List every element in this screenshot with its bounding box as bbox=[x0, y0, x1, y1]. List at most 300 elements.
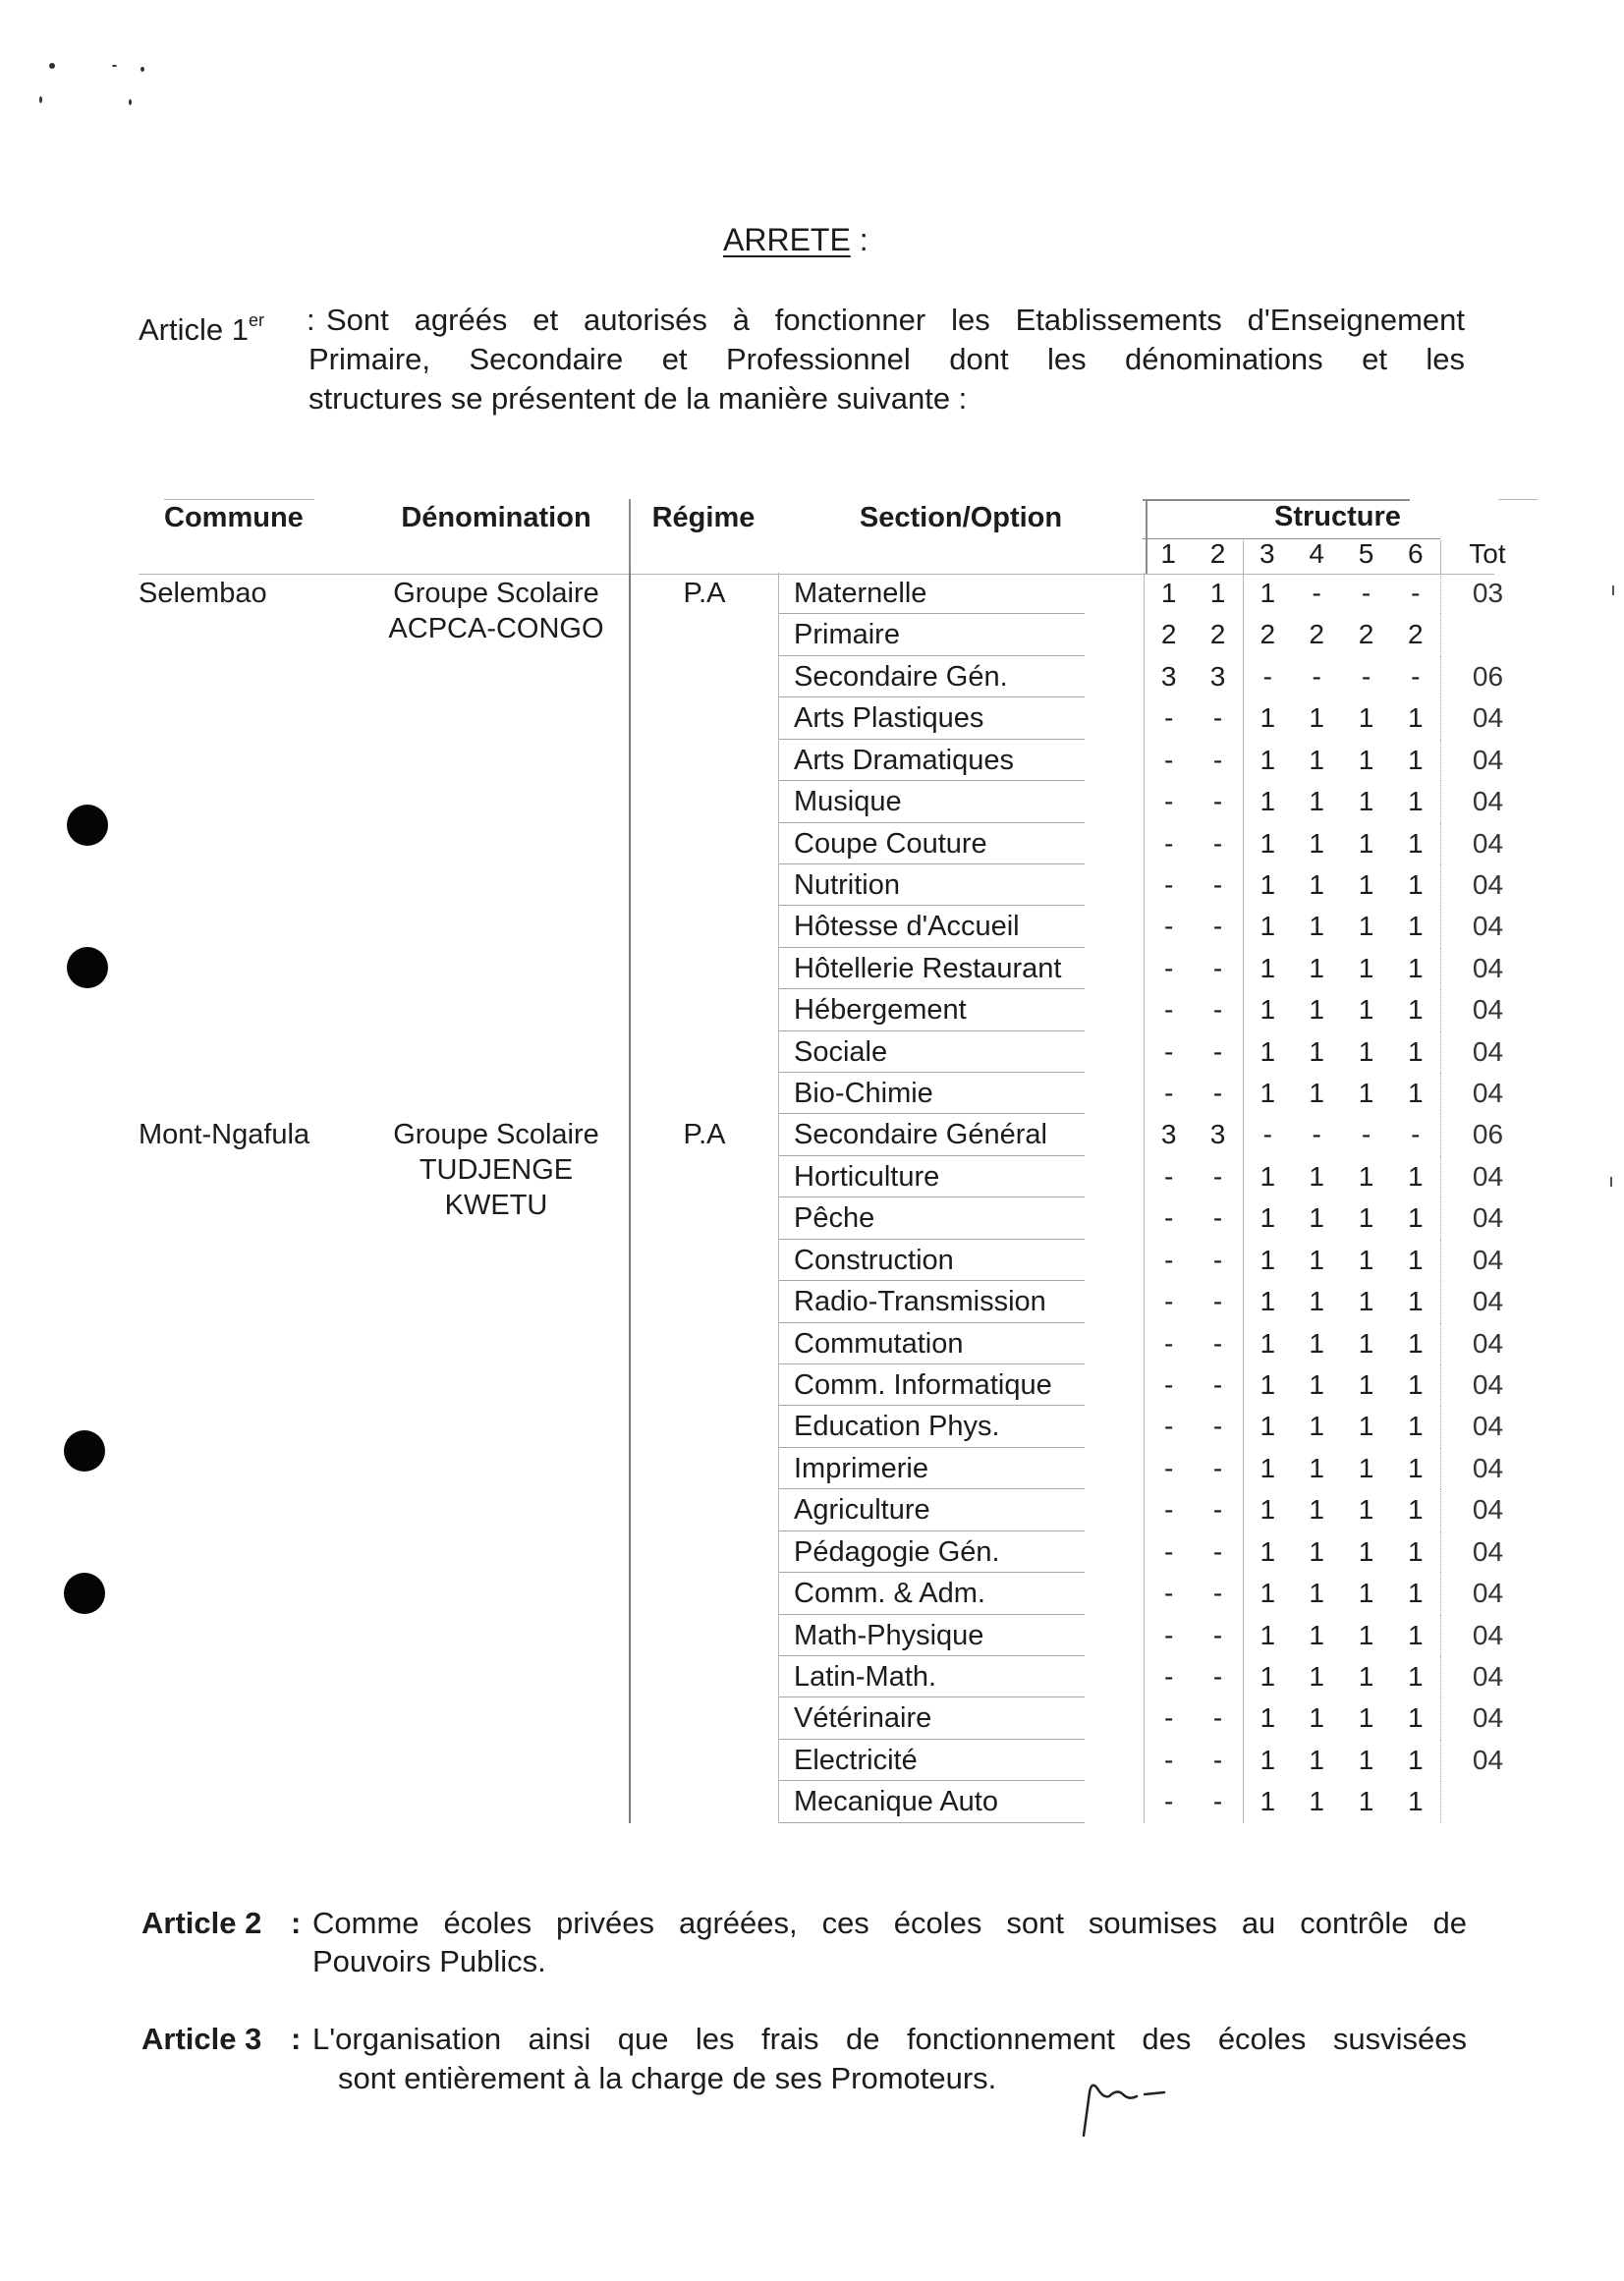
structure-year-2: - bbox=[1212, 786, 1223, 817]
structure-year-4: 1 bbox=[1309, 952, 1324, 983]
article3-line: sont entièrement à la charge de ses Promoteurs. bbox=[338, 2061, 997, 2095]
section-option: Pédagogie Gén. bbox=[778, 1531, 1144, 1573]
structure-year-1: - bbox=[1144, 1448, 1193, 1489]
structure-year-5: 1 bbox=[1358, 1494, 1374, 1526]
structure-year-4: 1 bbox=[1309, 868, 1324, 900]
table-row bbox=[778, 864, 1535, 906]
structure-year-1: - bbox=[1144, 1073, 1193, 1114]
structure-year-6: 1 bbox=[1408, 1494, 1424, 1526]
structure-year-6: 1 bbox=[1408, 1160, 1424, 1192]
structure-year-6: 1 bbox=[1408, 868, 1424, 900]
structure-total: 04 bbox=[1440, 823, 1535, 864]
structure-year-3: 1 bbox=[1243, 1448, 1292, 1489]
denomination-line: ACPCA-CONGO bbox=[388, 613, 604, 644]
structure-year-2: - bbox=[1212, 1702, 1223, 1734]
section-option: Latin-Math. bbox=[778, 1656, 1144, 1697]
table-row bbox=[778, 1281, 1535, 1322]
structure-year-5: - bbox=[1361, 660, 1372, 692]
table-row bbox=[778, 740, 1535, 781]
structure-year-6: 1 bbox=[1408, 1327, 1424, 1359]
scan-speck bbox=[129, 99, 132, 105]
section-option: Nutrition bbox=[778, 864, 1144, 906]
structure-year-3: 1 bbox=[1243, 1406, 1292, 1447]
structure-year-6: - bbox=[1411, 660, 1421, 692]
structure-year-6: 1 bbox=[1408, 1078, 1424, 1109]
structure-year-5: 1 bbox=[1358, 1286, 1374, 1317]
section-option: Hébergement bbox=[778, 989, 1144, 1030]
section-option: Comm. Informatique bbox=[778, 1364, 1144, 1406]
table-row bbox=[778, 1031, 1535, 1073]
structure-year-3: 1 bbox=[1243, 1364, 1292, 1406]
structure-year-6: 1 bbox=[1408, 827, 1424, 859]
structure-total: 04 bbox=[1440, 1448, 1535, 1489]
header-commune: Commune bbox=[164, 502, 304, 533]
structure-year-3: 1 bbox=[1243, 864, 1292, 906]
schools-table bbox=[139, 573, 1535, 1823]
structure-year-2: - bbox=[1212, 868, 1223, 900]
structure-year-5: 1 bbox=[1358, 1327, 1374, 1359]
structure-total: 04 bbox=[1440, 1573, 1535, 1614]
structure-year-1: - bbox=[1144, 1781, 1193, 1822]
structure-year-6: 1 bbox=[1408, 1786, 1424, 1817]
structure-year-3: 1 bbox=[1243, 1489, 1292, 1530]
table-row bbox=[778, 1697, 1535, 1739]
section-option: Bio-Chimie bbox=[778, 1073, 1144, 1114]
header-section-option: Section/Option bbox=[859, 502, 1063, 533]
structure-total: 04 bbox=[1440, 1281, 1535, 1322]
article3-label: Article 3 bbox=[141, 2022, 262, 2056]
structure-year-4: 1 bbox=[1309, 1411, 1324, 1442]
structure-year-4: - bbox=[1312, 578, 1321, 608]
table-row bbox=[778, 1489, 1535, 1530]
table-row bbox=[778, 1323, 1535, 1364]
structure-year-2: - bbox=[1212, 1494, 1223, 1526]
structure-year-1: - bbox=[1144, 1323, 1193, 1364]
structure-year-4: 1 bbox=[1309, 1660, 1324, 1692]
section-option: Secondaire Gén. bbox=[778, 656, 1144, 697]
structure-year-5: 1 bbox=[1358, 744, 1374, 775]
scan-mark bbox=[1610, 1177, 1612, 1187]
structure-year-1: - bbox=[1144, 1615, 1193, 1656]
structure-year-5: 1 bbox=[1358, 1535, 1374, 1567]
structure-year-5: 1 bbox=[1358, 1744, 1374, 1775]
structure-year-5: 1 bbox=[1358, 827, 1374, 859]
structure-total: 04 bbox=[1440, 781, 1535, 822]
structure-year-4: 1 bbox=[1309, 786, 1324, 817]
article1-line: Primaire, Secondaire et Professionnel dont les dénominations et les bbox=[308, 342, 1465, 376]
structure-year-5: 1 bbox=[1358, 1160, 1374, 1192]
structure-year-2: - bbox=[1212, 1660, 1223, 1692]
structure-total: 04 bbox=[1440, 1740, 1535, 1781]
structure-year-2: - bbox=[1212, 744, 1223, 775]
structure-total: 04 bbox=[1440, 1031, 1535, 1073]
denomination-cell bbox=[364, 1114, 629, 1822]
regime-value: P.A bbox=[683, 1119, 726, 1151]
structure-year-1: - bbox=[1144, 1281, 1193, 1322]
scan-mark bbox=[1612, 585, 1614, 595]
table-row bbox=[778, 948, 1535, 989]
structure-year-5: - bbox=[1361, 1119, 1372, 1150]
structure-year-3: 1 bbox=[1243, 1073, 1292, 1114]
structure-year-6: - bbox=[1411, 1119, 1421, 1150]
structure-year-4: 1 bbox=[1309, 1202, 1324, 1234]
structure-year-2: - bbox=[1212, 1369, 1223, 1401]
section-option: Education Phys. bbox=[778, 1406, 1144, 1447]
structure-year-1: - bbox=[1144, 1364, 1193, 1406]
article3-colon: : bbox=[291, 2022, 302, 2056]
table-row bbox=[778, 1781, 1535, 1822]
structure-year-2: - bbox=[1212, 1202, 1223, 1234]
header-year-4: 4 bbox=[1309, 538, 1324, 569]
structure-year-6: 1 bbox=[1408, 1660, 1424, 1692]
table-row bbox=[778, 573, 1535, 614]
structure-year-2: - bbox=[1212, 702, 1223, 734]
denomination-cell bbox=[364, 573, 629, 1114]
structure-total: 04 bbox=[1440, 1656, 1535, 1697]
section-option: Electricité bbox=[778, 1740, 1144, 1781]
article1-line: structures se présentent de la manière suivante : bbox=[308, 381, 968, 416]
structure-year-1: - bbox=[1144, 906, 1193, 947]
structure-year-5: 1 bbox=[1358, 952, 1374, 983]
structure-year-4: 1 bbox=[1309, 1702, 1324, 1734]
structure-year-2: - bbox=[1212, 1411, 1223, 1442]
structure-year-5: - bbox=[1361, 578, 1372, 608]
structure-year-4: 1 bbox=[1309, 1286, 1324, 1317]
structure-year-4: 1 bbox=[1309, 1452, 1324, 1483]
table-row bbox=[778, 1197, 1535, 1239]
structure-year-6: 2 bbox=[1408, 619, 1424, 650]
structure-year-4: 1 bbox=[1309, 744, 1324, 775]
header-year-1: 1 bbox=[1160, 538, 1176, 569]
header-year-6: 6 bbox=[1408, 538, 1424, 569]
regime-value: P.A bbox=[683, 578, 726, 609]
structure-year-2: 3 bbox=[1209, 1119, 1226, 1150]
structure-year-3: 1 bbox=[1243, 1156, 1292, 1197]
table-row bbox=[778, 614, 1535, 655]
structure-year-6: 1 bbox=[1408, 1244, 1424, 1275]
article2-line: Comme écoles privées agréées, ces écoles sont soumises au contrôle de bbox=[312, 1906, 1467, 1940]
structure-total: 04 bbox=[1440, 989, 1535, 1030]
section-option: Vétérinaire bbox=[778, 1697, 1144, 1739]
structure-year-1: 1 bbox=[1144, 573, 1193, 614]
regime-cell bbox=[629, 1114, 778, 1822]
structure-total: 06 bbox=[1440, 656, 1535, 697]
structure-year-1: 2 bbox=[1144, 614, 1193, 655]
denomination-line: KWETU bbox=[444, 1190, 548, 1222]
structure-year-2: - bbox=[1212, 1578, 1223, 1609]
structure-year-4: 1 bbox=[1309, 1160, 1324, 1192]
structure-total: 04 bbox=[1440, 1073, 1535, 1114]
table-row bbox=[778, 697, 1535, 739]
regime-cell bbox=[629, 573, 778, 1114]
structure-total: 03 bbox=[1440, 573, 1535, 614]
structure-year-4: 1 bbox=[1309, 911, 1324, 942]
structure-year-5: 1 bbox=[1358, 786, 1374, 817]
structure-year-5: 1 bbox=[1358, 1244, 1374, 1275]
header-year-2: 2 bbox=[1209, 538, 1226, 569]
structure-year-5: 1 bbox=[1358, 1078, 1374, 1109]
structure-year-1: - bbox=[1144, 864, 1193, 906]
structure-year-1: - bbox=[1144, 989, 1193, 1030]
section-option: Horticulture bbox=[778, 1156, 1144, 1197]
structure-year-1: - bbox=[1144, 1697, 1193, 1739]
article1-colon: : bbox=[307, 303, 315, 337]
structure-year-2: - bbox=[1212, 1744, 1223, 1775]
structure-year-3: 2 bbox=[1243, 614, 1292, 655]
structure-year-3: - bbox=[1243, 656, 1292, 697]
structure-total: 04 bbox=[1440, 1697, 1535, 1739]
structure-year-1: - bbox=[1144, 781, 1193, 822]
structure-year-3: 1 bbox=[1243, 1031, 1292, 1073]
structure-year-1: - bbox=[1144, 1656, 1193, 1697]
structure-year-3: 1 bbox=[1243, 1281, 1292, 1322]
structure-total: 04 bbox=[1440, 1323, 1535, 1364]
table-row bbox=[778, 989, 1535, 1030]
table-row bbox=[778, 1240, 1535, 1281]
structure-total: 04 bbox=[1440, 1531, 1535, 1573]
structure-year-3: 1 bbox=[1243, 1656, 1292, 1697]
structure-year-2: - bbox=[1212, 1035, 1223, 1067]
structure-year-2: 2 bbox=[1209, 619, 1226, 650]
structure-year-5: 1 bbox=[1358, 1619, 1374, 1650]
structure-year-5: 1 bbox=[1358, 702, 1374, 734]
structure-total: 04 bbox=[1440, 1197, 1535, 1239]
structure-year-4: 1 bbox=[1309, 827, 1324, 859]
section-rows bbox=[778, 573, 1535, 1114]
structure-year-3: 1 bbox=[1243, 697, 1292, 739]
section-option: Coupe Couture bbox=[778, 823, 1144, 864]
table-row bbox=[778, 1531, 1535, 1573]
structure-year-5: 1 bbox=[1358, 1660, 1374, 1692]
section-option: Musique bbox=[778, 781, 1144, 822]
structure-total: 04 bbox=[1440, 1615, 1535, 1656]
scan-speck bbox=[49, 63, 55, 69]
scan-speck bbox=[140, 67, 144, 72]
structure-year-6: 1 bbox=[1408, 952, 1424, 983]
structure-year-1: - bbox=[1144, 1406, 1193, 1447]
structure-total: 04 bbox=[1440, 697, 1535, 739]
structure-year-1: - bbox=[1144, 1573, 1193, 1614]
structure-total: 04 bbox=[1440, 740, 1535, 781]
denomination-line: TUDJENGE bbox=[419, 1154, 574, 1187]
section-option: Hôtesse d'Accueil bbox=[778, 906, 1144, 947]
section-option: Comm. & Adm. bbox=[778, 1573, 1144, 1614]
structure-total: 04 bbox=[1440, 1364, 1535, 1406]
structure-year-6: 1 bbox=[1408, 1202, 1424, 1234]
structure-year-5: 1 bbox=[1358, 1786, 1374, 1817]
section-option: Imprimerie bbox=[778, 1448, 1144, 1489]
structure-year-4: 1 bbox=[1309, 1244, 1324, 1275]
table-row bbox=[778, 1573, 1535, 1614]
section-option: Arts Plastiques bbox=[778, 697, 1144, 739]
structure-year-5: 1 bbox=[1358, 911, 1374, 942]
structure-year-2: - bbox=[1212, 1160, 1223, 1192]
title-text: ARRETE bbox=[723, 222, 851, 257]
table-row bbox=[778, 1406, 1535, 1447]
structure-year-3: 1 bbox=[1243, 781, 1292, 822]
commune-name: Mont-Ngafula bbox=[139, 1119, 310, 1151]
structure-year-6: 1 bbox=[1408, 786, 1424, 817]
structure-year-3: 1 bbox=[1243, 740, 1292, 781]
structure-year-4: 1 bbox=[1309, 1369, 1324, 1401]
table-row bbox=[778, 823, 1535, 864]
structure-year-2: - bbox=[1212, 1286, 1223, 1317]
structure-year-2: 3 bbox=[1209, 660, 1226, 692]
structure-year-2: 1 bbox=[1209, 578, 1226, 608]
structure-year-6: 1 bbox=[1408, 1744, 1424, 1775]
scan-speck bbox=[39, 96, 42, 103]
section-option: Radio-Transmission bbox=[778, 1281, 1144, 1322]
article1-line: Sont agréés et autorisés à fonctionner les Etablissements d'Enseignement bbox=[326, 303, 1465, 337]
structure-year-6: 1 bbox=[1408, 702, 1424, 734]
section-option: Arts Dramatiques bbox=[778, 740, 1144, 781]
commune-cell bbox=[139, 1114, 364, 1822]
structure-year-3: 1 bbox=[1243, 823, 1292, 864]
section-option: Secondaire Général bbox=[778, 1114, 1144, 1155]
article2-line: Pouvoirs Publics. bbox=[312, 1944, 546, 1978]
punch-hole bbox=[64, 1573, 105, 1614]
structure-year-3: 1 bbox=[1243, 1615, 1292, 1656]
table-row bbox=[778, 1073, 1535, 1114]
structure-year-1: - bbox=[1144, 697, 1193, 739]
structure-total: 04 bbox=[1440, 948, 1535, 989]
section-option: Hôtellerie Restaurant bbox=[778, 948, 1144, 989]
structure-year-1: - bbox=[1144, 1156, 1193, 1197]
structure-year-6: 1 bbox=[1408, 744, 1424, 775]
structure-year-1: - bbox=[1144, 1240, 1193, 1281]
commune-cell bbox=[139, 573, 364, 1114]
structure-year-5: 2 bbox=[1358, 619, 1374, 650]
structure-total: 04 bbox=[1440, 864, 1535, 906]
structure-year-4: - bbox=[1312, 1119, 1321, 1150]
structure-year-1: - bbox=[1144, 823, 1193, 864]
structure-year-5: 1 bbox=[1358, 1702, 1374, 1734]
structure-year-6: 1 bbox=[1408, 1578, 1424, 1609]
structure-year-5: 1 bbox=[1358, 1035, 1374, 1067]
structure-total: 04 bbox=[1440, 1156, 1535, 1197]
structure-year-4: 1 bbox=[1309, 1078, 1324, 1109]
structure-year-1: - bbox=[1144, 1197, 1193, 1239]
structure-year-6: 1 bbox=[1408, 994, 1424, 1026]
table-row bbox=[778, 1448, 1535, 1489]
structure-year-4: 1 bbox=[1309, 994, 1324, 1026]
structure-year-1: 3 bbox=[1144, 656, 1193, 697]
structure-year-4: 1 bbox=[1309, 1494, 1324, 1526]
structure-year-6: 1 bbox=[1408, 1286, 1424, 1317]
structure-year-5: 1 bbox=[1358, 1369, 1374, 1401]
section-option: Mecanique Auto bbox=[778, 1781, 1144, 1822]
structure-year-6: 1 bbox=[1408, 1411, 1424, 1442]
structure-year-3: 1 bbox=[1243, 1781, 1292, 1822]
structure-year-6: 1 bbox=[1408, 911, 1424, 942]
table-row bbox=[778, 781, 1535, 822]
table-group bbox=[139, 573, 1535, 1114]
section-option: Commutation bbox=[778, 1323, 1144, 1364]
structure-year-3: 1 bbox=[1243, 906, 1292, 947]
structure-year-3: 1 bbox=[1243, 1240, 1292, 1281]
structure-year-5: 1 bbox=[1358, 1452, 1374, 1483]
structure-year-5: 1 bbox=[1358, 868, 1374, 900]
structure-year-2: - bbox=[1212, 911, 1223, 942]
structure-year-5: 1 bbox=[1358, 1411, 1374, 1442]
structure-total: 06 bbox=[1440, 1114, 1535, 1155]
header-denomination: Dénomination bbox=[401, 502, 591, 533]
section-rows bbox=[778, 1114, 1535, 1822]
structure-year-5: 1 bbox=[1358, 1578, 1374, 1609]
header-years bbox=[1144, 535, 1535, 573]
structure-year-3: 1 bbox=[1243, 1197, 1292, 1239]
structure-year-6: 1 bbox=[1408, 1452, 1424, 1483]
section-option: Construction bbox=[778, 1240, 1144, 1281]
structure-year-6: - bbox=[1411, 578, 1421, 608]
structure-year-4: 1 bbox=[1309, 1786, 1324, 1817]
structure-year-2: - bbox=[1212, 1452, 1223, 1483]
structure-year-5: 1 bbox=[1358, 1202, 1374, 1234]
table-row bbox=[778, 1364, 1535, 1406]
punch-hole bbox=[64, 1430, 105, 1472]
structure-year-3: 1 bbox=[1243, 1573, 1292, 1614]
table-row bbox=[778, 1615, 1535, 1656]
denomination-line: Groupe Scolaire bbox=[393, 1119, 599, 1151]
rule-line bbox=[1498, 499, 1538, 500]
structure-year-4: 1 bbox=[1309, 1619, 1324, 1650]
header-structure: Structure bbox=[1274, 501, 1401, 532]
structure-year-1: - bbox=[1144, 1489, 1193, 1530]
structure-total: 04 bbox=[1440, 906, 1535, 947]
structure-year-2: - bbox=[1212, 1619, 1223, 1650]
structure-year-3: 1 bbox=[1243, 989, 1292, 1030]
structure-year-6: 1 bbox=[1408, 1619, 1424, 1650]
article1-label-text: Article 1 bbox=[139, 312, 249, 347]
structure-year-4: 2 bbox=[1309, 619, 1324, 650]
structure-year-2: - bbox=[1212, 994, 1223, 1026]
scan-speck bbox=[112, 65, 117, 67]
structure-year-4: 1 bbox=[1309, 1035, 1324, 1067]
structure-total: 04 bbox=[1440, 1240, 1535, 1281]
structure-year-3: 1 bbox=[1243, 1323, 1292, 1364]
section-option: Agriculture bbox=[778, 1489, 1144, 1530]
header-total: Tot bbox=[1469, 538, 1506, 569]
structure-year-3: 1 bbox=[1243, 1697, 1292, 1739]
article3-line: L'organisation ainsi que les frais de fonctionnement des écoles susvisées bbox=[312, 2022, 1467, 2056]
structure-year-3: 1 bbox=[1243, 1740, 1292, 1781]
structure-year-4: 1 bbox=[1309, 702, 1324, 734]
structure-total bbox=[1440, 1781, 1535, 1822]
structure-total: 04 bbox=[1440, 1489, 1535, 1530]
structure-year-2: - bbox=[1212, 1244, 1223, 1275]
structure-year-3: 1 bbox=[1243, 573, 1292, 614]
table-row bbox=[778, 1114, 1535, 1155]
header-regime: Régime bbox=[651, 502, 756, 533]
table-row bbox=[778, 1740, 1535, 1781]
article2-colon: : bbox=[291, 1906, 302, 1940]
document-title bbox=[723, 220, 868, 259]
signature bbox=[1066, 2063, 1184, 2142]
structure-year-2: - bbox=[1212, 952, 1223, 983]
table-row bbox=[778, 906, 1535, 947]
structure-year-6: 1 bbox=[1408, 1035, 1424, 1067]
table-group bbox=[139, 1114, 1535, 1822]
structure-year-2: - bbox=[1212, 1078, 1223, 1109]
structure-year-2: - bbox=[1212, 1535, 1223, 1567]
structure-year-4: 1 bbox=[1309, 1327, 1324, 1359]
structure-year-4: 1 bbox=[1309, 1535, 1324, 1567]
denomination-line: Groupe Scolaire bbox=[393, 578, 599, 609]
structure-year-4: 1 bbox=[1309, 1578, 1324, 1609]
table-row bbox=[778, 1656, 1535, 1697]
structure-year-1: - bbox=[1144, 1031, 1193, 1073]
structure-total bbox=[1440, 614, 1535, 655]
